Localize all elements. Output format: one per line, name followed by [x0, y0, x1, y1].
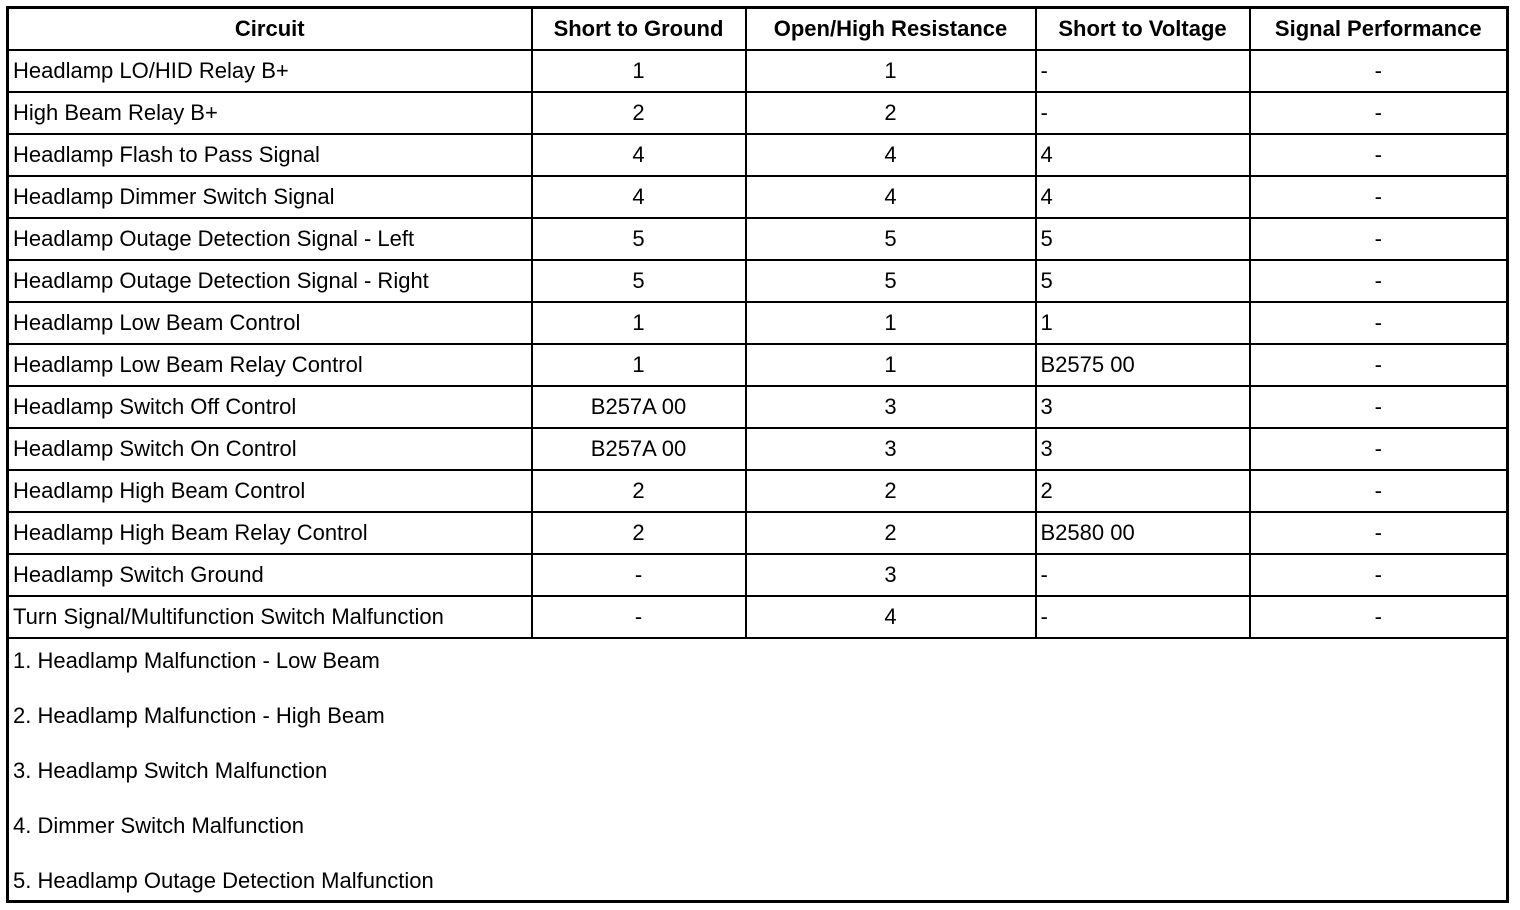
- footnote: 3. Headlamp Switch Malfunction: [13, 758, 328, 783]
- cell-open-high-resistance: 1: [746, 302, 1036, 344]
- cell-circuit: Headlamp High Beam Relay Control: [8, 512, 532, 554]
- cell-short-to-voltage: 4: [1036, 176, 1250, 218]
- cell-short-to-ground: 4: [532, 134, 746, 176]
- cell-short-to-voltage: 1: [1036, 302, 1250, 344]
- cell-circuit: Headlamp Outage Detection Signal - Left: [8, 218, 532, 260]
- cell-signal-performance: -: [1250, 218, 1508, 260]
- table-row: [8, 260, 1508, 302]
- header-open-high-resistance: Open/High Resistance: [746, 8, 1036, 51]
- table-row: [8, 470, 1508, 512]
- table-row: [8, 554, 1508, 596]
- cell-short-to-voltage: 2: [1036, 470, 1250, 512]
- table-row: [8, 512, 1508, 554]
- cell-short-to-voltage: -: [1036, 92, 1250, 134]
- cell-short-to-ground: -: [532, 554, 746, 596]
- table-row: [8, 596, 1508, 638]
- cell-open-high-resistance: 4: [746, 176, 1036, 218]
- cell-signal-performance: -: [1250, 428, 1508, 470]
- cell-signal-performance: -: [1250, 470, 1508, 512]
- footnote: 5. Headlamp Outage Detection Malfunction: [13, 868, 434, 893]
- cell-open-high-resistance: 5: [746, 260, 1036, 302]
- cell-short-to-ground: 2: [532, 92, 746, 134]
- cell-short-to-ground: 1: [532, 50, 746, 92]
- cell-short-to-voltage: -: [1036, 50, 1250, 92]
- table-row: [8, 302, 1508, 344]
- table-row: [8, 218, 1508, 260]
- cell-short-to-voltage: B2575 00: [1036, 344, 1250, 386]
- cell-short-to-voltage: 5: [1036, 218, 1250, 260]
- circuit-fault-table: [6, 6, 1509, 903]
- table-row: [8, 176, 1508, 218]
- table-row: [8, 428, 1508, 470]
- cell-signal-performance: -: [1250, 92, 1508, 134]
- cell-short-to-ground: B257A 00: [532, 386, 746, 428]
- cell-circuit: Headlamp High Beam Control: [8, 470, 532, 512]
- cell-signal-performance: -: [1250, 50, 1508, 92]
- cell-circuit: Headlamp LO/HID Relay B+: [8, 50, 532, 92]
- cell-short-to-ground: 2: [532, 512, 746, 554]
- cell-open-high-resistance: 3: [746, 554, 1036, 596]
- table-row: [8, 134, 1508, 176]
- header-short-to-voltage: Short to Voltage: [1036, 8, 1250, 51]
- footnote: 4. Dimmer Switch Malfunction: [13, 813, 304, 838]
- cell-open-high-resistance: 3: [746, 386, 1036, 428]
- table-row: [8, 386, 1508, 428]
- cell-short-to-voltage: 3: [1036, 386, 1250, 428]
- cell-signal-performance: -: [1250, 176, 1508, 218]
- cell-short-to-voltage: B2580 00: [1036, 512, 1250, 554]
- notes-cell: [8, 638, 1508, 902]
- table-body: [8, 50, 1508, 638]
- cell-short-to-ground: -: [532, 596, 746, 638]
- table-row: [8, 344, 1508, 386]
- cell-circuit: Headlamp Outage Detection Signal - Right: [8, 260, 532, 302]
- cell-open-high-resistance: 4: [746, 596, 1036, 638]
- cell-open-high-resistance: 2: [746, 512, 1036, 554]
- cell-circuit: Headlamp Flash to Pass Signal: [8, 134, 532, 176]
- table-row: [8, 50, 1508, 92]
- cell-open-high-resistance: 2: [746, 92, 1036, 134]
- header-signal-performance: Signal Performance: [1250, 8, 1508, 51]
- cell-circuit: Headlamp Dimmer Switch Signal: [8, 176, 532, 218]
- cell-short-to-voltage: 5: [1036, 260, 1250, 302]
- cell-circuit: Headlamp Low Beam Relay Control: [8, 344, 532, 386]
- cell-signal-performance: -: [1250, 260, 1508, 302]
- cell-open-high-resistance: 4: [746, 134, 1036, 176]
- cell-short-to-ground: 5: [532, 260, 746, 302]
- cell-short-to-voltage: 4: [1036, 134, 1250, 176]
- cell-signal-performance: -: [1250, 512, 1508, 554]
- cell-signal-performance: -: [1250, 386, 1508, 428]
- cell-open-high-resistance: 3: [746, 428, 1036, 470]
- cell-circuit: Headlamp Switch Ground: [8, 554, 532, 596]
- table-row: [8, 92, 1508, 134]
- cell-short-to-voltage: -: [1036, 596, 1250, 638]
- cell-open-high-resistance: 5: [746, 218, 1036, 260]
- cell-short-to-ground: B257A 00: [532, 428, 746, 470]
- cell-circuit: Headlamp Switch Off Control: [8, 386, 532, 428]
- cell-circuit: High Beam Relay B+: [8, 92, 532, 134]
- footnote: 2. Headlamp Malfunction - High Beam: [13, 703, 385, 728]
- cell-circuit: Headlamp Switch On Control: [8, 428, 532, 470]
- cell-open-high-resistance: 1: [746, 50, 1036, 92]
- cell-short-to-ground: 1: [532, 344, 746, 386]
- cell-signal-performance: -: [1250, 344, 1508, 386]
- cell-signal-performance: -: [1250, 554, 1508, 596]
- footnote: 1. Headlamp Malfunction - Low Beam: [13, 648, 380, 673]
- header-short-to-ground: Short to Ground: [532, 8, 746, 51]
- cell-circuit: Turn Signal/Multifunction Switch Malfunction: [8, 596, 532, 638]
- cell-open-high-resistance: 1: [746, 344, 1036, 386]
- cell-signal-performance: -: [1250, 596, 1508, 638]
- header-row: [8, 8, 1508, 51]
- cell-short-to-ground: 2: [532, 470, 746, 512]
- header-circuit: Circuit: [8, 8, 532, 51]
- cell-short-to-ground: 4: [532, 176, 746, 218]
- cell-open-high-resistance: 2: [746, 470, 1036, 512]
- cell-short-to-voltage: -: [1036, 554, 1250, 596]
- cell-short-to-ground: 1: [532, 302, 746, 344]
- cell-circuit: Headlamp Low Beam Control: [8, 302, 532, 344]
- cell-signal-performance: -: [1250, 134, 1508, 176]
- cell-short-to-ground: 5: [532, 218, 746, 260]
- cell-short-to-voltage: 3: [1036, 428, 1250, 470]
- cell-signal-performance: -: [1250, 302, 1508, 344]
- notes-row: [8, 638, 1508, 902]
